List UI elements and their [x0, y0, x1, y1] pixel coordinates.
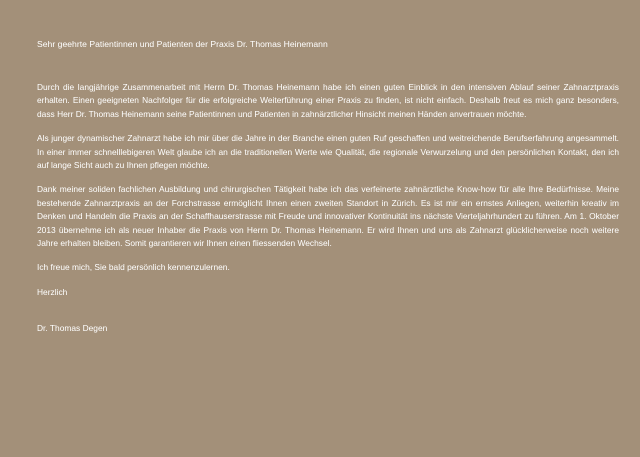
spacer [37, 172, 619, 183]
spacer [37, 51, 619, 81]
letter-signature: Dr. Thomas Degen [37, 323, 108, 334]
letter-paragraph-1: Durch die langjährige Zusammenarbeit mit Herrn Dr. Thomas Heinemann habe ich einen guten Einblick in den intensiven Ablauf seiner Zahnarztpraxis erhalten. Einen geeigneten Nachfolger für die erfolgreiche Weiterführung einer Praxis zu finden, ist nicht einfach. Deshalb freut es mich ganz besonders, dass Herr Dr. Thomas Heinemann seine Patientinnen und Patienten in zahnärztlicher Hinsicht meinen Händen anvertrauen möchte. [37, 82, 619, 119]
spacer [37, 250, 619, 261]
spacer [37, 275, 619, 286]
letter-paragraph-2: Als junger dynamischer Zahnarzt habe ich mir über die Jahre in der Branche einen guten Ruf geschaffen und weitreichende Berufserfahrung angesammelt. In einer immer schnelllebigeren Welt glaube ich an die traditionellen Werte wie Qualität, die regionale Verwurzelung und den persönlichen Kontakt, den ich auf lange Sicht auch zu Ihnen pflegen möchte. [37, 133, 619, 171]
spacer [37, 121, 619, 132]
letter-paragraph-4: Ich freue mich, Sie bald persönlich kennenzulernen. [37, 262, 230, 273]
spacer [37, 299, 619, 322]
letter-salutation: Sehr geehrte Patientinnen und Patienten der Praxis Dr. Thomas Heinemann [37, 39, 328, 49]
letter-paragraph-3: Dank meiner soliden fachlichen Ausbildung und chirurgischen Tätigkeit habe ich das verfeinerte zahnärztliche Know-how für alle Ihre Bedürfnisse. Meine bestehende Zahnarztpraxis an der Forchstrasse ermöglicht Ihnen einen zweiten Standort in Zürich. Es ist mir ein ernstes Anliegen, weiterhin kreativ im Denken und Handeln die Praxis an der Schaffhauserstrasse mit Freude und innovativer Kontinuität ins nächste Vierteljahrhundert zu führen. Am 1. Oktober 2013 übernehme ich als neuer Inhaber die Praxis von Herrn Dr. Thomas Heinemann. Er wird Ihnen und uns als Zahnarzt glücklicherweise noch weitere Jahre erhalten bleiben. Somit garantieren wir Ihnen einen fliessenden Wechsel. [37, 184, 619, 249]
letter-closing: Herzlich [37, 286, 68, 297]
